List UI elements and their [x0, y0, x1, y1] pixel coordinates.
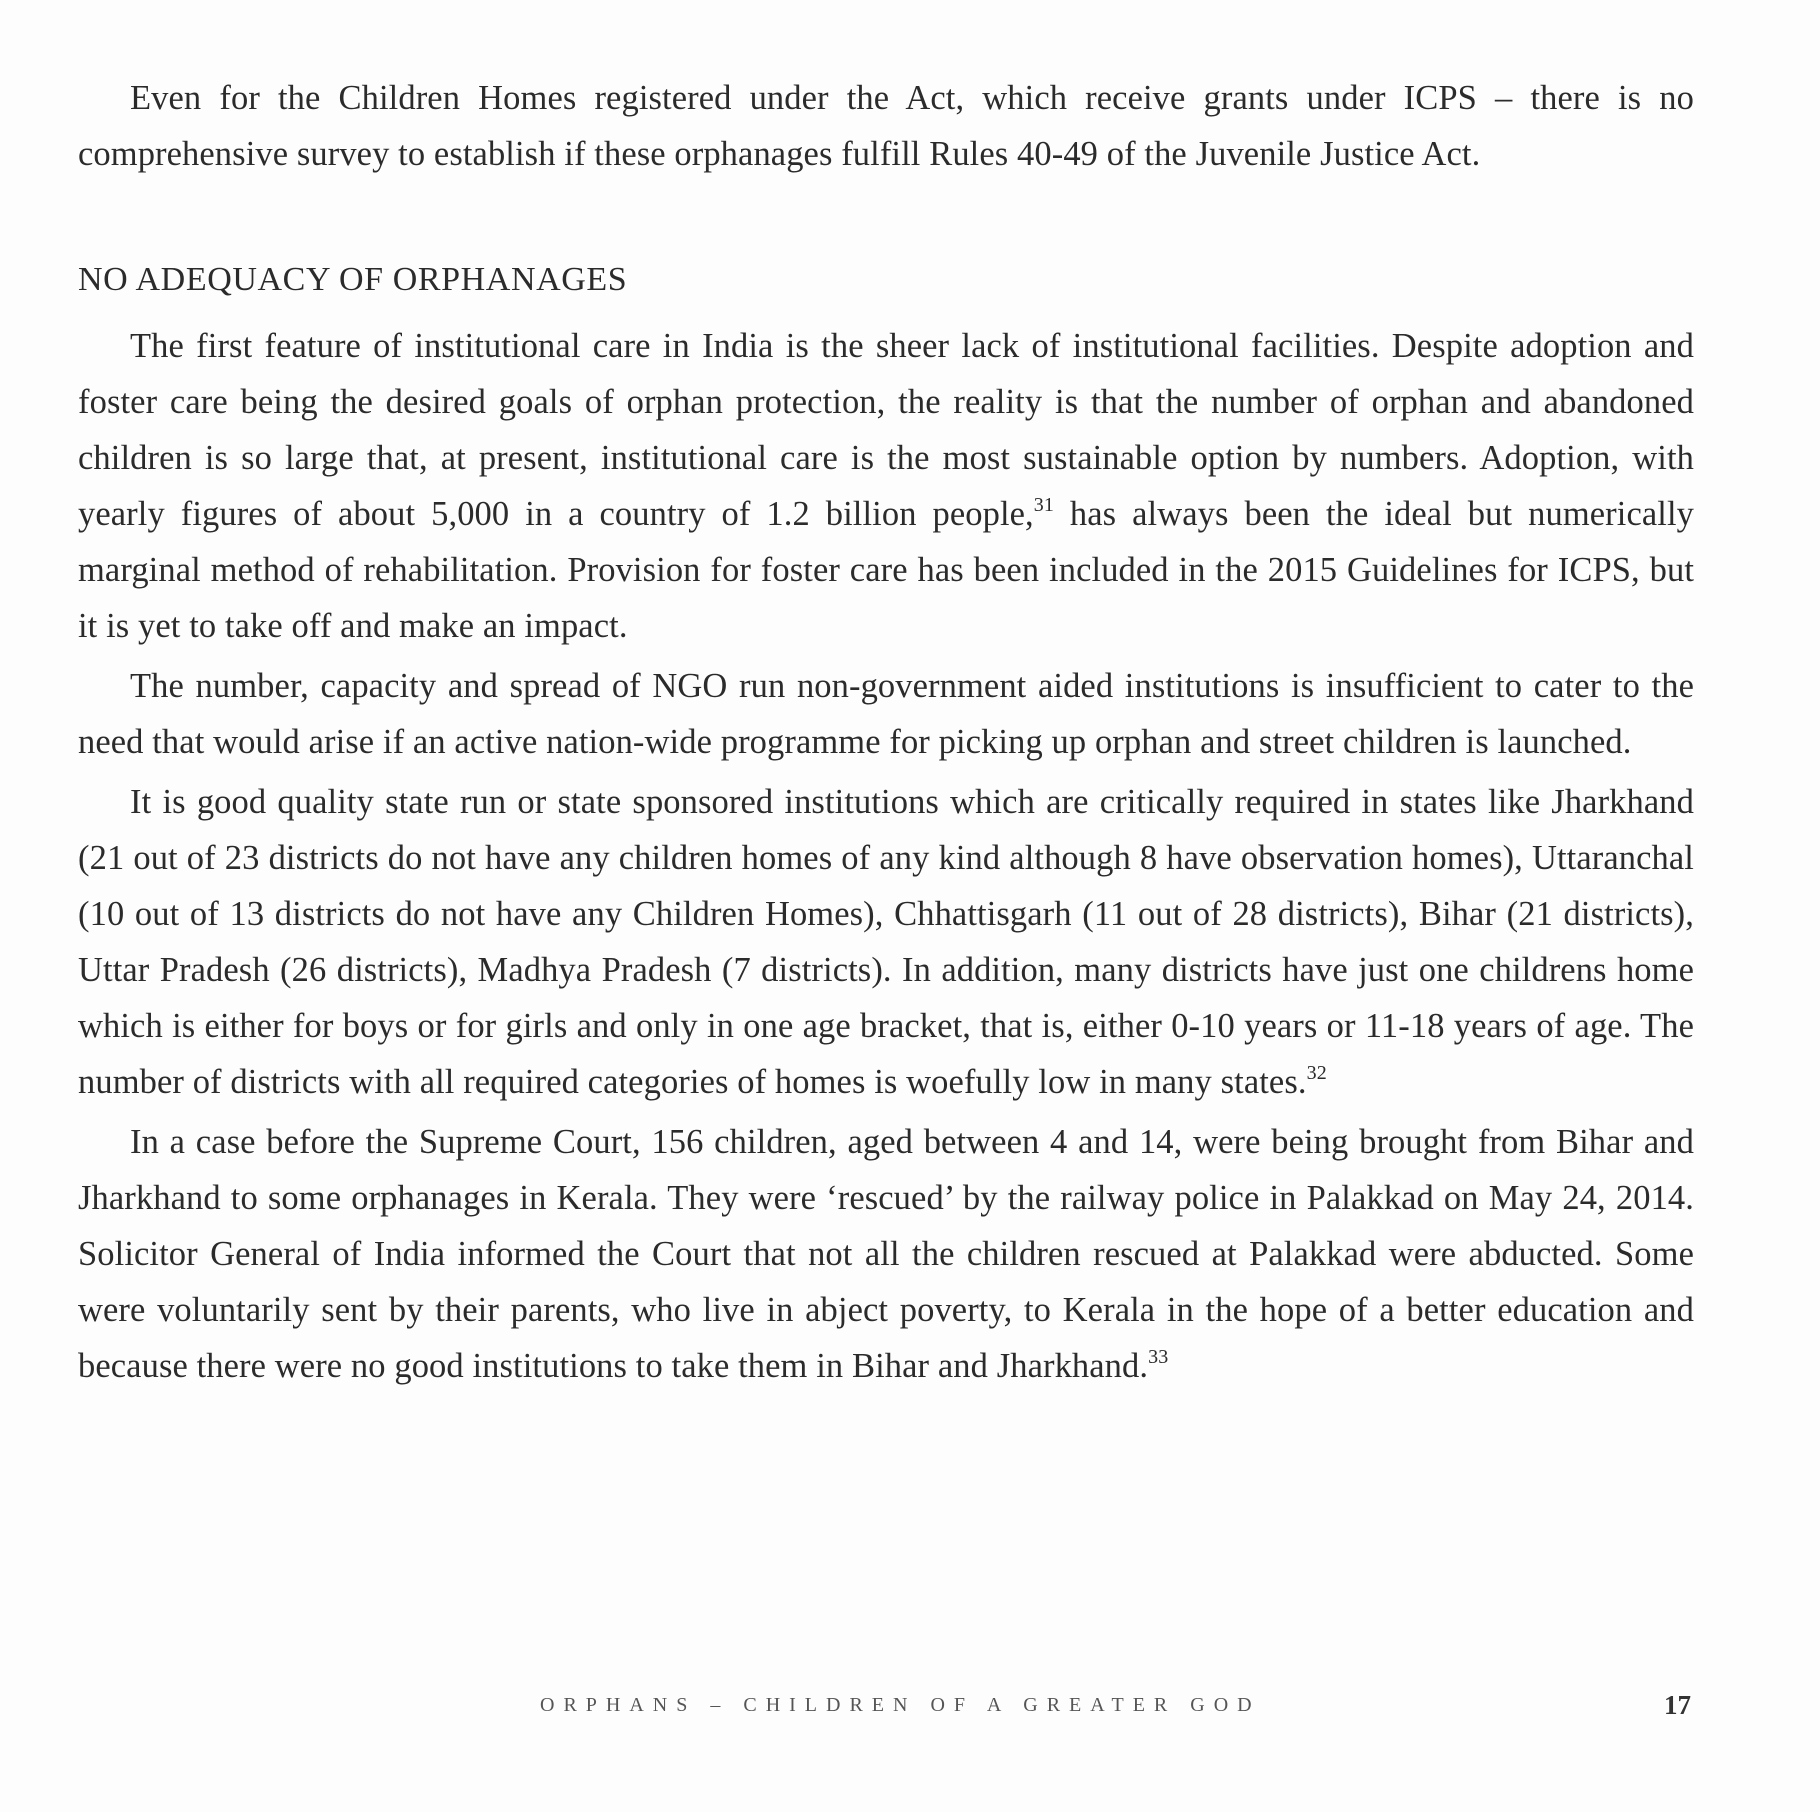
page-body: [78, 70, 1694, 1398]
footnote-marker-32: 32: [1306, 1062, 1327, 1084]
body-paragraph-3: [78, 774, 1694, 1110]
footnote-marker-31: 31: [1033, 494, 1054, 516]
paragraph-text: The number, capacity and spread of NGO run non-government aided institutions is insufficient to cater to the need that would arise if an active nation-wide programme for picking up orphan and street children is launched.: [78, 667, 1694, 761]
paragraph-text: The first feature of institutional care in India is the sheer lack of institutional facilities. Despite adoption and foster care being the desired goals of orphan protection, the reality is that the number of orphan and abandoned children is so large that, at present, institutional care is the most sustainable option by numbers. Adoption, with yearly figures of about 5,000 in a country of 1.2 billion people,: [78, 327, 1694, 533]
page-number: 17: [1664, 1690, 1691, 1720]
body-paragraph-1: [78, 318, 1694, 654]
footnote-marker-33: 33: [1148, 1346, 1169, 1368]
intro-paragraph: Even for the Children Homes registered under the Act, which receive grants under ICPS – there is no comprehensive survey to establish if these orphanages fulfill Rules 40-49 of the Juvenile Justice Act.: [78, 79, 1694, 173]
body-paragraph-2: [78, 658, 1694, 770]
paragraph-text: In a case before the Supreme Court, 156 children, aged between 4 and 14, were being brought from Bihar and Jharkhand to some orphanages in Kerala. They were ‘rescued’ by the railway police in Palakkad on May 24, 2014. Solicitor General of India informed the Court that not all the children rescued at Palakkad were abducted. Some were voluntarily sent by their parents, who live in abject poverty, to Kerala in the hope of a better education and because there were no good institutions to take them in Bihar and Jharkhand.: [78, 1123, 1694, 1385]
section-heading: NO ADEQUACY OF ORPHANAGES: [78, 261, 628, 298]
body-paragraph-4: [78, 1114, 1694, 1394]
running-title: ORPHANS – CHILDREN OF A GREATER GOD: [540, 1694, 1261, 1716]
paragraph-text: It is good quality state run or state sponsored institutions which are critically required in states like Jharkhand (21 out of 23 districts do not have any children homes of any kind although 8 have observation homes), Uttaranchal (10 out of 13 districts do not have any Children Homes), Chhattisgarh (11 out of 28 districts), Bihar (21 districts), Uttar Pradesh (26 districts), Madhya Pradesh (7 districts). In addition, many districts have just one childrens home which is either for boys or for girls and only in one age bracket, that is, either 0-10 years or 11-18 years of age. The number of districts with all required categories of homes is woefully low in many states.: [78, 783, 1694, 1101]
page-footer: [0, 1690, 1820, 1730]
paragraph-text-continued: has always been the ideal but numerically marginal method of rehabilitation. Provision for foster care has been included in the 2015 Guidelines for ICPS, but it is yet to take off and make an impact.: [78, 495, 1694, 645]
